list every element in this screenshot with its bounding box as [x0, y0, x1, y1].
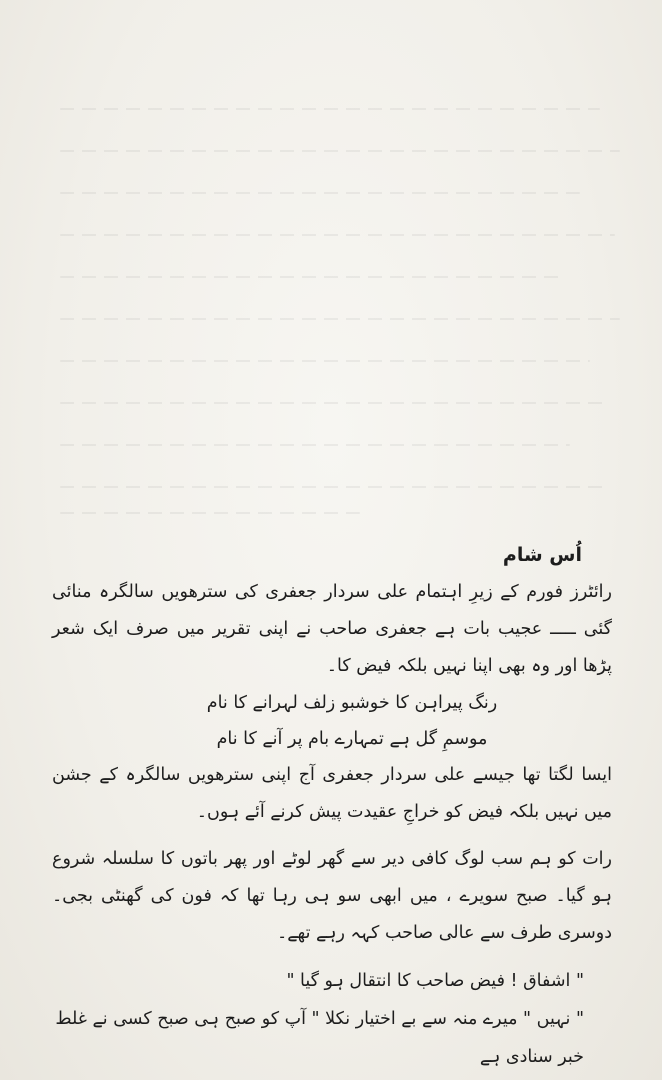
spacer: [52, 952, 612, 962]
bleed-through-line: [60, 402, 605, 404]
bleed-through-line: [60, 108, 600, 110]
page-content: [52, 540, 612, 1076]
paragraph-1: رائٹرز فورم کے زیرِ اہتمام علی سردار جعفری کی سترھویں سالگرہ منائی گئی ـــــ عجیب بات ہے جعفری صاحب نے اپنی تقریر میں صرف ایک شعر پڑھا اور وہ بھی اپنا نہیں بلکہ فیض کا۔: [52, 582, 612, 676]
paragraph-2: ایسا لگتا تھا جیسے علی سردار جعفری آج اپنی سترھویں سالگرہ کے جشن میں نہیں بلکہ فیض کو خراجِ عقیدت پیش کرنے آئے ہوں۔: [52, 765, 612, 822]
bleed-through-line: [60, 150, 620, 152]
bleed-through-line: [60, 276, 560, 278]
verse-line-1: رنگ پیراہن کا خوشبو زلف لہرانے کا نام: [206, 693, 498, 713]
bleed-through-line: [60, 318, 620, 320]
bleed-through-line: [60, 512, 360, 514]
quote-1: " اشفاق ! فیض صاحب کا انتقال ہو گیا ": [286, 971, 584, 991]
paragraph-3: رات کو ہم سب لوگ کافی دیر سے گھر لوٹے اور پھر باتوں کا سلسلہ شروع ہو گیا۔ صبح سویرے ، میں ابھی سو ہی رہا تھا کہ فون کی گھنٹی بجی۔ دوسری طرف سے عالی صاحب کہہ رہے تھے۔: [52, 849, 612, 943]
verse-line-2: موسمِ گل ہے تمہارے بام پر آنے کا نام: [216, 729, 488, 749]
quote-2: " نہیں " میرے منہ سے بے اختیار نکلا " آپ کو صبح ہی صبح کسی نے غلط خبر سنادی ہے: [55, 1009, 584, 1067]
bleed-through-line: [60, 192, 580, 194]
section-title: اُس شام: [502, 544, 582, 566]
bleed-through-line: [60, 444, 570, 446]
bleed-through-line: [60, 486, 610, 488]
bleed-through-line: [60, 360, 590, 362]
spacer: [52, 831, 612, 841]
bleed-through-line: [60, 234, 615, 236]
